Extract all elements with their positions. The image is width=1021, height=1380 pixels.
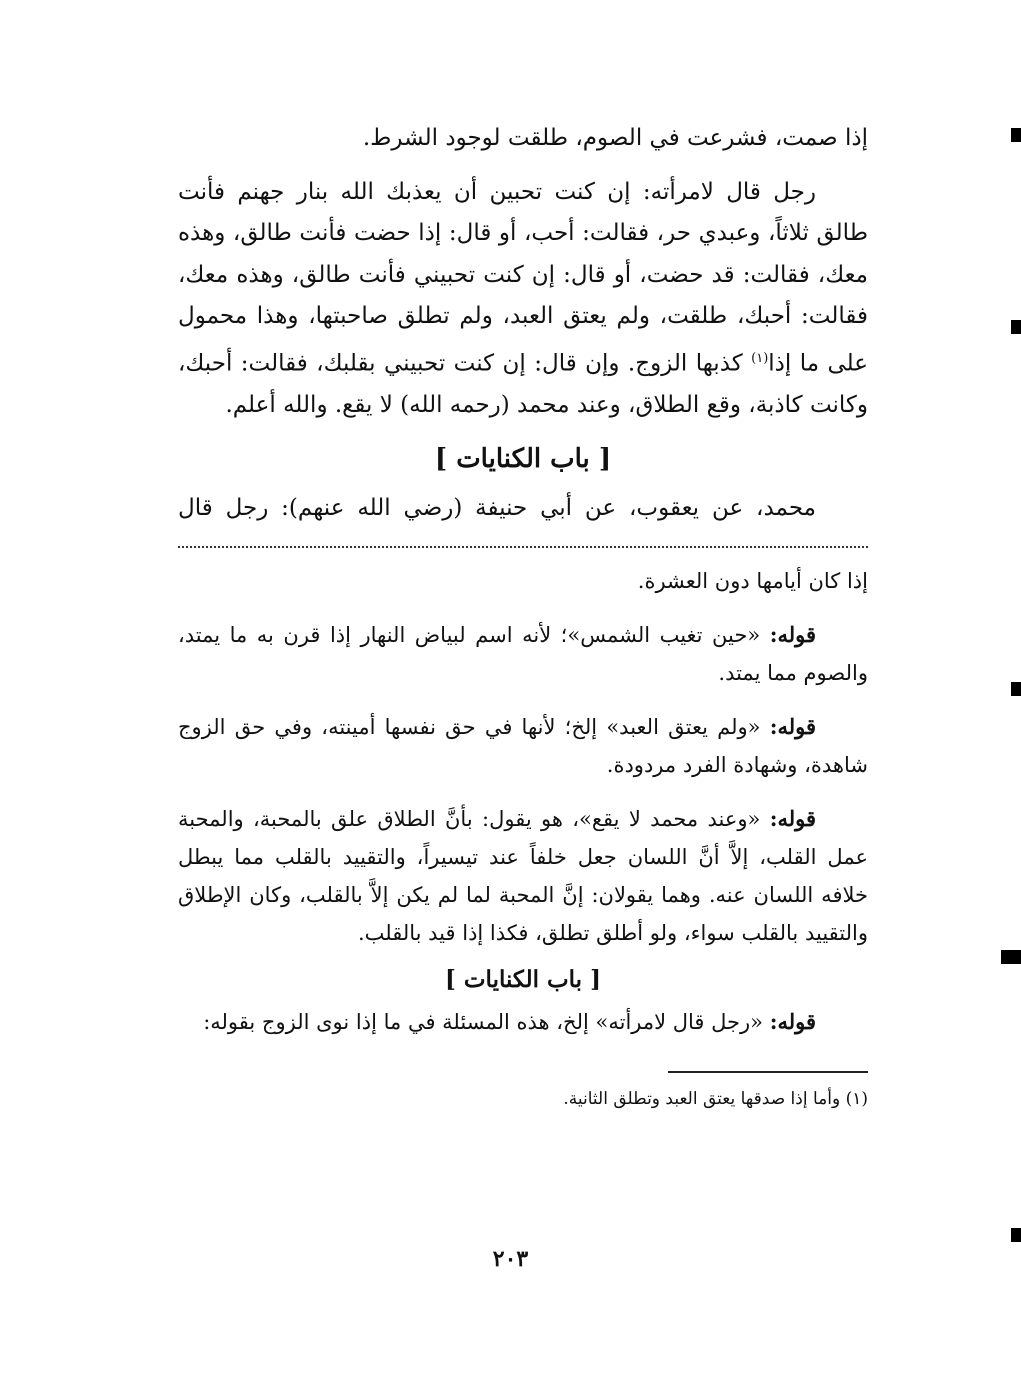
commentary-paragraph-3-text: «ولم يعتق العبد» إلخ؛ لأنها في حق نفسها أمينته، وفي حق الزوج شاهدة، وشهادة الفرد مردودة.: [178, 714, 868, 777]
main-paragraph-1-text: إذا صمت، فشرعت في الصوم، طلقت لوجود الشرط.: [362, 125, 868, 151]
commentary-paragraph-5: [178, 1003, 868, 1041]
chapter-heading: [ باب الكنايات ]: [434, 444, 612, 475]
scan-edge-mark: [1011, 128, 1021, 142]
chapter-section: [178, 488, 868, 530]
commentary-paragraph-2: [178, 616, 868, 692]
commentary-label: قوله:: [769, 805, 816, 831]
dotted-separator: [178, 534, 868, 548]
page-body: [178, 118, 868, 1113]
main-paragraph-2: [178, 172, 868, 427]
commentary-heading: [ باب الكنايات ]: [445, 965, 601, 993]
commentary-label: قوله:: [769, 713, 816, 739]
footnote-reference: (١): [751, 350, 769, 366]
footnote: (١) وأما إذا صدقها يعتق العبد وتطلق الثانية.: [563, 1088, 868, 1109]
commentary-paragraph-5-text: «رجل قال لامرأته» إلخ، هذه المسئلة في ما إذا نوى الزوج بقوله:: [203, 1009, 770, 1034]
commentary-label: قوله:: [769, 621, 816, 647]
main-paragraph-1: [178, 118, 868, 160]
page-number: ٢٠٣: [492, 1246, 529, 1272]
commentary-paragraph-2-text: «حين تغيب الشمس»؛ لأنه اسم لبياض النهار إذا قرن به ما يمتد، والصوم مما يمتد.: [178, 622, 868, 685]
commentary-paragraph-4: [178, 800, 868, 952]
main-text-section: [178, 118, 868, 426]
scan-edge-mark: [1001, 950, 1021, 964]
commentary-paragraph-3: [178, 708, 868, 784]
main-paragraph-2-continued: كذبها الزوج. وإن قال: إن كنت تحبيني بقلبك، فقالت: أحبك، وكانت كاذبة، وقع الطلاق، وعند محمد (رحمه الله) لا يقع. والله أعلم.: [178, 350, 868, 418]
footnote-rule: [668, 1071, 868, 1073]
scan-edge-mark: [1011, 320, 1021, 334]
chapter-opening-line: محمد، عن يعقوب، عن أبي حنيفة (رضي الله عنهم): رجل قال: [178, 495, 816, 522]
scan-edge-mark: [1011, 1228, 1021, 1242]
commentary-paragraph-1: [178, 562, 868, 600]
scan-edge-mark: [1011, 682, 1021, 696]
commentary-label: قوله:: [769, 1008, 816, 1034]
commentary-section: [178, 562, 868, 1041]
main-paragraph-2-text: رجل قال لامرأته: إن كنت تحبين أن يعذبك الله بنار جهنم فأنت طالق ثلاثاً، وعبدي حر، فقالت: أحب، أو قال: إذا حضت فأنت طالق، وهذه معك، فقالت: قد حضت، أو قال: إن كنت تحبيني فأنت طالق، وهذه معك، فقالت: أحبك، طلقت، ولم يعتق العبد، ولم تطلق صاحبتها، وهذا محمول على ما إذا: [178, 178, 868, 377]
chapter-opening-text: [178, 488, 868, 530]
commentary-paragraph-1-text: إذا كان أيامها دون العشرة.: [637, 568, 868, 593]
commentary-paragraph-4-text: «وعند محمد لا يقع»، هو يقول: بأنَّ الطلاق علق بالمحبة، والمحبة عمل القلب، إلاَّ أنَّ اللسان جعل خلفاً عند تيسيراً، والتقييد بالقلب مما يبطل خلافه اللسان عنه. وهما يقولان: إنَّ المحبة لما لم يكن إلاَّ بالقلب، وكان الإطلاق والتقييد بالقلب سواء، ولو أطلق تطلق، فكذا إذا قيد بالقلب.: [178, 806, 868, 945]
